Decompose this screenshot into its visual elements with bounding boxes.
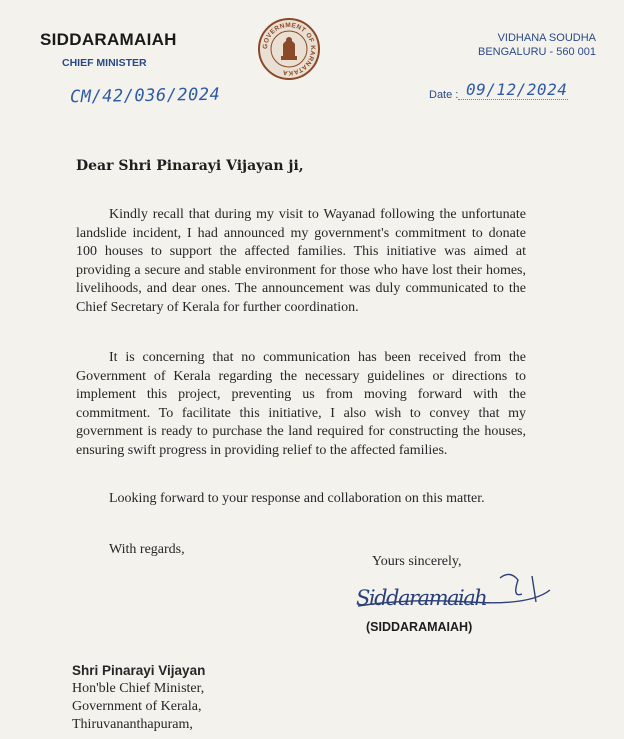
recipient-block	[72, 662, 205, 734]
recipient-city: Thiruvananthapuram,	[72, 717, 193, 732]
signature: Siddaramaiah	[356, 586, 487, 610]
emblem-text: GOVERNMENT OF KARNATAKA	[261, 21, 317, 77]
signatory-name: (SIDDARAMAIAH)	[366, 620, 473, 634]
date-value: 09/12/2024	[466, 80, 568, 99]
date-label: Date :	[429, 89, 459, 101]
paragraph-2: It is concerning that no communication has been received from the Government of Kerala regarding the necessary guidelines or directions to implement this project, preventing us from moving forward with the commitment. To facilitate this initiative, I also wish to convey that my government is ready to purchase the land required for constructing the houses, ensuring swift progress in providing relief to the affected families.	[76, 350, 526, 458]
recipient-organization: Government of Kerala,	[72, 699, 202, 714]
karnataka-emblem-seal	[257, 12, 321, 86]
paragraph-1: Kindly recall that during my visit to Wayanad following the unfortunate landslide incident, I had announced my government's commitment to donate 100 houses to support the affected families. This initiative was aimed at providing a secure and stable environment for those who have lost their homes, livelihoods, and dear ones. The announcement was duly communicated to the Chief Secretary of Kerala for further coordination.	[76, 207, 526, 315]
sender-name: SIDDARAMAIAH	[40, 30, 177, 49]
salutation: Dear Shri Pinarayi Vijayan ji,	[76, 158, 304, 174]
with-regards: With regards,	[109, 542, 185, 557]
paragraph-3: Looking forward to your response and collaboration on this matter.	[109, 491, 485, 506]
reference-number: CM/42/036/2024	[69, 84, 221, 108]
address-line-1: VIDHANA SOUDHA	[497, 32, 596, 44]
recipient-name: Shri Pinarayi Vijayan	[72, 663, 206, 678]
address-line-2: BENGALURU - 560 001	[478, 46, 596, 58]
recipient-designation: Hon'ble Chief Minister,	[72, 681, 205, 696]
sender-title: CHIEF MINISTER	[62, 57, 147, 69]
date-dotted-line	[458, 99, 568, 100]
yours-sincerely: Yours sincerely,	[372, 554, 462, 569]
